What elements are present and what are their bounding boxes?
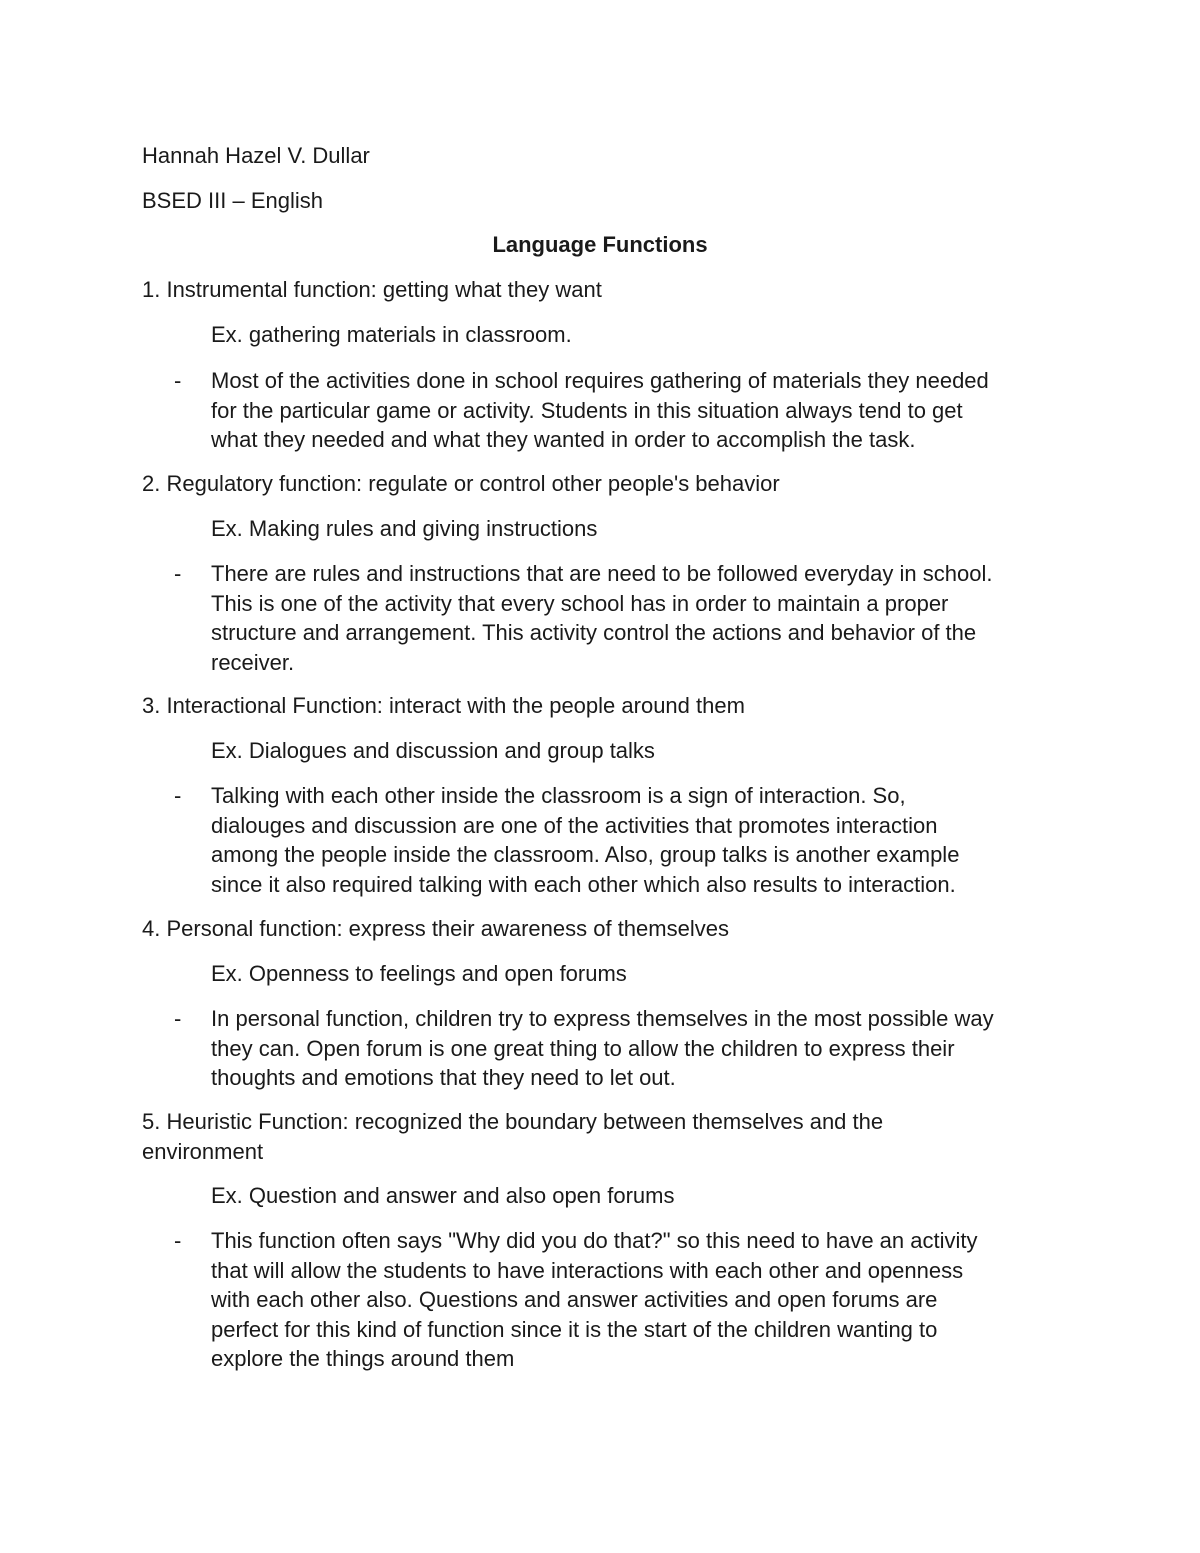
course-label: BSED III – English [142,188,323,213]
explanation-line: In personal function, children try to express themselves in the most possible way [211,1006,994,1031]
bullet-dash: - [174,783,182,808]
bullet-dash: - [174,1006,182,1031]
function-example: Ex. gathering materials in classroom. [211,322,572,347]
function-example: Ex. Question and answer and also open forums [211,1183,675,1208]
explanation-line: There are rules and instructions that are need to be followed everyday in school. [211,561,993,586]
function-heading: 2. Regulatory function: regulate or control other people's behavior [142,471,780,496]
explanation-line: with each other also. Questions and answer activities and open forums are [211,1287,938,1312]
function-explanation [211,781,1071,899]
function-explanation [211,1004,1071,1093]
explanation-line: since it also required talking with each other which also results to interaction. [211,871,956,897]
heading-line: 5. Heuristic Function: recognized the boundary between themselves and the [142,1109,884,1134]
function-explanation [211,366,1071,455]
explanation-line: that will allow the students to have interactions with each other and openness [211,1257,964,1283]
bullet-dash: - [174,1228,182,1253]
explanation-line: for the particular game or activity. Students in this situation always tend to get [211,397,963,423]
explanation-line: structure and arrangement. This activity control the actions and behavior of the [211,620,977,645]
function-example: Ex. Openness to feelings and open forums [211,961,627,986]
heading-line: environment [142,1138,264,1164]
explanation-line: This function often says "Why did you do that?" so this need to have an activity [211,1228,978,1253]
explanation-line: This is one of the activity that every school has in order to maintain a proper [211,590,949,616]
function-heading: 3. Interactional Function: interact with the people around them [142,693,745,718]
explanation-line: explore the things around them [211,1346,515,1371]
function-explanation [211,1226,1071,1374]
function-heading: 4. Personal function: express their awareness of themselves [142,916,729,941]
author-name: Hannah Hazel V. Dullar [142,143,370,168]
explanation-line: what they needed and what they wanted in order to accomplish the task. [211,427,916,452]
bullet-dash: - [174,561,182,586]
explanation-line: Talking with each other inside the classroom is a sign of interaction. So, [211,783,906,808]
explanation-line: dialouges and discussion are one of the activities that promotes interaction [211,812,938,838]
document-title: Language Functions [492,232,708,257]
explanation-line: thoughts and emotions that they need to let out. [211,1065,676,1090]
function-example: Ex. Dialogues and discussion and group talks [211,738,655,763]
explanation-line: among the people inside the classroom. Also, group talks is another example [211,842,960,867]
explanation-line: perfect for this kind of function since it is the start of the children wanting to [211,1316,938,1342]
explanation-line: they can. Open forum is one great thing to allow the children to express their [211,1035,955,1061]
function-explanation [211,559,1071,677]
bullet-dash: - [174,368,182,393]
function-heading [142,1107,1042,1166]
function-heading: 1. Instrumental function: getting what they want [142,277,602,302]
function-example: Ex. Making rules and giving instructions [211,516,598,541]
explanation-line: receiver. [211,649,295,675]
explanation-line: Most of the activities done in school requires gathering of materials they needed [211,368,989,393]
